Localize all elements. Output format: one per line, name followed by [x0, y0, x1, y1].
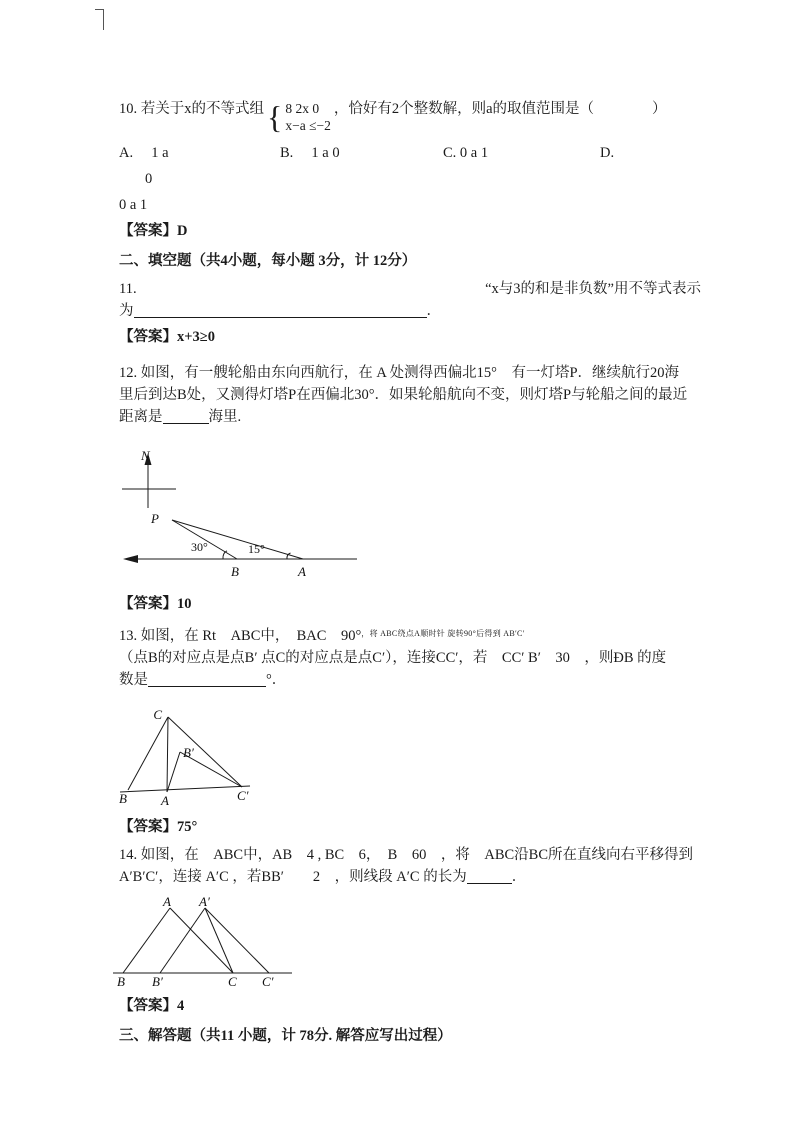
- system-rows: [282, 100, 331, 134]
- angle-arc-b: [223, 551, 227, 559]
- q13-text-small: ，将 ABC绕点A顺时针 旋转90°后得到 AB′C′: [361, 629, 525, 638]
- answer-blank: [134, 303, 427, 318]
- label-b-prime: B′: [152, 974, 163, 989]
- segment-c-a: [167, 717, 168, 792]
- option-d: D.: [600, 145, 615, 161]
- option-d-cont-1: 0: [145, 171, 153, 187]
- question-14-line2: [119, 866, 701, 888]
- q13-text-pre: 数是: [119, 672, 148, 688]
- base-line: [120, 786, 250, 792]
- answer-q11: 【答案】x+3≥0: [119, 329, 215, 345]
- q10-text-post: ，恰好有2个整数解，则a的取值范围是（ ）: [333, 101, 667, 117]
- answer-blank: [148, 672, 266, 687]
- figure-q13-rotation-diagram: [118, 707, 701, 812]
- label-a: A: [163, 896, 171, 909]
- label-b-prime: B′: [183, 745, 194, 760]
- segment-bprime-aprime: [160, 908, 205, 973]
- question-14-line1: 14. 如图，在 ABC中，AB 4 , BC 6， B 60 ，将 ABC沿BC所在直线向右平移得到: [119, 847, 694, 863]
- figure-lines: [122, 453, 357, 563]
- segment-b-a: [123, 908, 170, 973]
- segment-a-bprime: [167, 752, 180, 792]
- answer-q13: 【答案】75°: [119, 819, 198, 835]
- question-13-line3: [119, 669, 701, 691]
- system-bottom-row: x−a ≤−2: [285, 118, 331, 133]
- segment-b-c: [128, 717, 168, 790]
- label-c-prime: C′: [237, 788, 249, 803]
- section-2-heading: 二、填空题（共4小题，每小题 3分，计 12分）: [119, 253, 417, 269]
- q10-text-pre: 10. 若关于x的不等式组: [119, 101, 264, 117]
- q13-text-post: °．: [266, 672, 287, 688]
- label-b: B: [231, 564, 239, 579]
- answer-q12: 【答案】10: [119, 596, 192, 612]
- q11-text-post: ．: [426, 303, 441, 319]
- option-a: A. 1 a: [119, 145, 169, 161]
- q12-text-post: 海里.: [208, 409, 242, 425]
- q13-text-main: 13. 如图，在 Rt ABC中， BAC 90°: [119, 628, 362, 644]
- figure-lines: [113, 908, 292, 973]
- q14-text-post: ．: [511, 869, 527, 885]
- label-n: N: [141, 448, 150, 463]
- section-3-heading: 三、解答题（共11 小题，计 78分. 解答应写出过程）: [119, 1028, 452, 1044]
- system-brace: {: [267, 99, 283, 135]
- q11-number: 11.: [119, 281, 137, 297]
- figure-q12-lighthouse-diagram: [115, 444, 701, 589]
- label-b: B: [117, 974, 125, 989]
- figure-q14-translation-diagram: [113, 896, 701, 991]
- answer-q10: 【答案】D: [119, 223, 188, 239]
- answer-blank: [163, 409, 209, 424]
- answer-q14: 【答案】4: [119, 998, 185, 1014]
- q10-options-row: [119, 142, 701, 164]
- option-c: C. 0 a 1: [443, 145, 489, 161]
- q11-statement: “x与3的和是非负数”用不等式表示: [485, 281, 701, 297]
- answer-blank: [467, 869, 512, 884]
- label-a-prime: A′: [199, 896, 210, 909]
- question-13-line2: （点B的对应点是点B′ 点C的对应点是点C′），连接CC′，若 CC′ B′ 30 ，则ÐB 的度: [119, 650, 667, 666]
- west-arrowhead: [123, 555, 138, 563]
- label-c-prime: C′: [262, 974, 274, 989]
- angle-15-label: 15°: [248, 542, 265, 556]
- question-12-line2: 里后到达B处，又测得灯塔P在西偏北30°．如果轮船航向不变，则灯塔P与轮船之间的最近: [119, 387, 688, 403]
- segment-aprime-cprime: [205, 908, 269, 973]
- label-c: C: [153, 707, 162, 722]
- q14-text-pre: A′B′C′，连接 A′C ，若BB′ 2 ，则线段 A′C 的长为: [119, 869, 467, 885]
- q12-text-pre: 距离是: [119, 409, 163, 425]
- segment-aprime-c: [205, 908, 233, 973]
- segment-a-c: [170, 908, 233, 973]
- question-11-line1: [119, 278, 701, 300]
- option-b: B. 1 a 0: [280, 145, 340, 161]
- segment-c-cprime: [168, 717, 242, 787]
- question-13-line1: [119, 623, 701, 647]
- question-12-line3: [119, 406, 701, 428]
- document-content: [119, 86, 701, 1047]
- q11-text-pre: 为: [119, 303, 134, 319]
- question-12-line1: 12. 如图，有一艘轮船由东向西航行，在 A 处测得西偏北15° 有一灯塔P．继续航行20海: [119, 365, 680, 381]
- label-c: C: [228, 974, 237, 989]
- option-d-cont-2: 0 a 1: [119, 197, 148, 213]
- question-11-line2: [119, 300, 701, 322]
- label-a: A: [161, 793, 169, 808]
- angle-30-label: 30°: [191, 540, 208, 554]
- label-b: B: [119, 791, 127, 806]
- inequality-system: [267, 100, 331, 134]
- system-top-row: 8 2x 0: [285, 101, 320, 116]
- label-a: A: [298, 564, 306, 579]
- label-p: P: [151, 511, 159, 526]
- question-10-stem: [119, 86, 701, 134]
- table-corner-mark: [95, 9, 104, 30]
